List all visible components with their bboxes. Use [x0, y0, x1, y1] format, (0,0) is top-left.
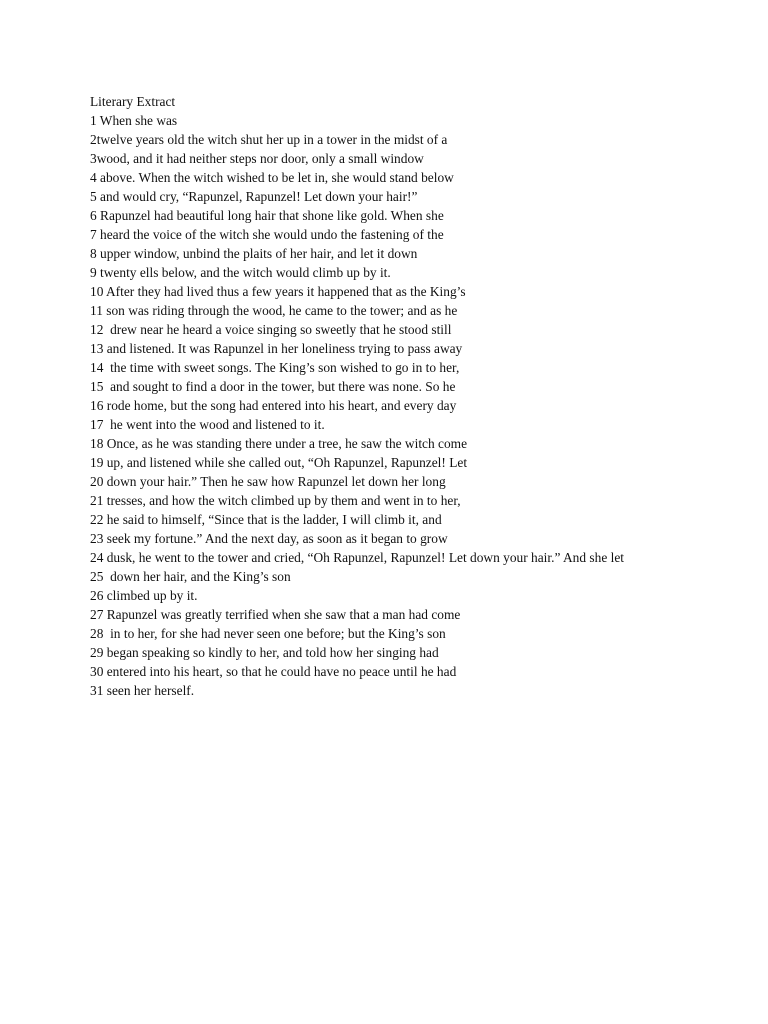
text-line-10: 10 After they had lived thus a few years it happened that as the King’s: [90, 284, 466, 299]
text-line-12: 12 drew near he heard a voice singing so sweetly that he stood still: [90, 322, 452, 337]
text-line-24: 24 dusk, he went to the tower and cried, “Oh Rapunzel, Rapunzel! Let down your hair.” And she let: [90, 550, 624, 565]
text-line-4: 4 above. When the witch wished to be let in, she would stand below: [90, 170, 454, 185]
text-line-2: 2twelve years old the witch shut her up in a tower in the midst of a: [90, 132, 448, 147]
text-line-22: 22 he said to himself, “Since that is the ladder, I will climb it, and: [90, 512, 442, 527]
text-line-15: 15 and sought to find a door in the tower, but there was none. So he: [90, 379, 456, 394]
text-line-14: 14 the time with sweet songs. The King’s son wished to go in to her,: [90, 360, 460, 375]
text-line-29: 29 began speaking so kindly to her, and told how her singing had: [90, 645, 439, 660]
text-line-7: 7 heard the voice of the witch she would undo the fastening of the: [90, 227, 444, 242]
text-line-31: 31 seen her herself.: [90, 683, 195, 698]
text-line-1: 1 When she was: [90, 113, 178, 128]
text-line-16: 16 rode home, but the song had entered into his heart, and every day: [90, 398, 457, 413]
text-line-3: 3wood, and it had neither steps nor door, only a small window: [90, 151, 424, 166]
text-line-6: 6 Rapunzel had beautiful long hair that shone like gold. When she: [90, 208, 444, 223]
text-line-18: 18 Once, as he was standing there under a tree, he saw the witch come: [90, 436, 468, 451]
extract-heading: Literary Extract: [90, 94, 176, 109]
text-line-23: 23 seek my fortune.” And the next day, as soon as it began to grow: [90, 531, 448, 546]
text-line-30: 30 entered into his heart, so that he could have no peace until he had: [90, 664, 457, 679]
text-line-28: 28 in to her, for she had never seen one before; but the King’s son: [90, 626, 446, 641]
text-line-9: 9 twenty ells below, and the witch would climb up by it.: [90, 265, 391, 280]
extract-text: [90, 92, 760, 700]
text-line-21: 21 tresses, and how the witch climbed up by them and went in to her,: [90, 493, 461, 508]
text-line-5: 5 and would cry, “Rapunzel, Rapunzel! Let down your hair!”: [90, 189, 418, 204]
text-line-20: 20 down your hair.” Then he saw how Rapunzel let down her long: [90, 474, 446, 489]
text-line-11: 11 son was riding through the wood, he came to the tower; and as he: [90, 303, 458, 318]
text-line-19: 19 up, and listened while she called out, “Oh Rapunzel, Rapunzel! Let: [90, 455, 468, 470]
text-line-27: 27 Rapunzel was greatly terrified when she saw that a man had come: [90, 607, 461, 622]
text-line-13: 13 and listened. It was Rapunzel in her loneliness trying to pass away: [90, 341, 463, 356]
text-line-25: 25 down her hair, and the King’s son: [90, 569, 291, 584]
text-line-17: 17 he went into the wood and listened to it.: [90, 417, 325, 432]
text-line-26: 26 climbed up by it.: [90, 588, 198, 603]
text-line-8: 8 upper window, unbind the plaits of her hair, and let it down: [90, 246, 418, 261]
